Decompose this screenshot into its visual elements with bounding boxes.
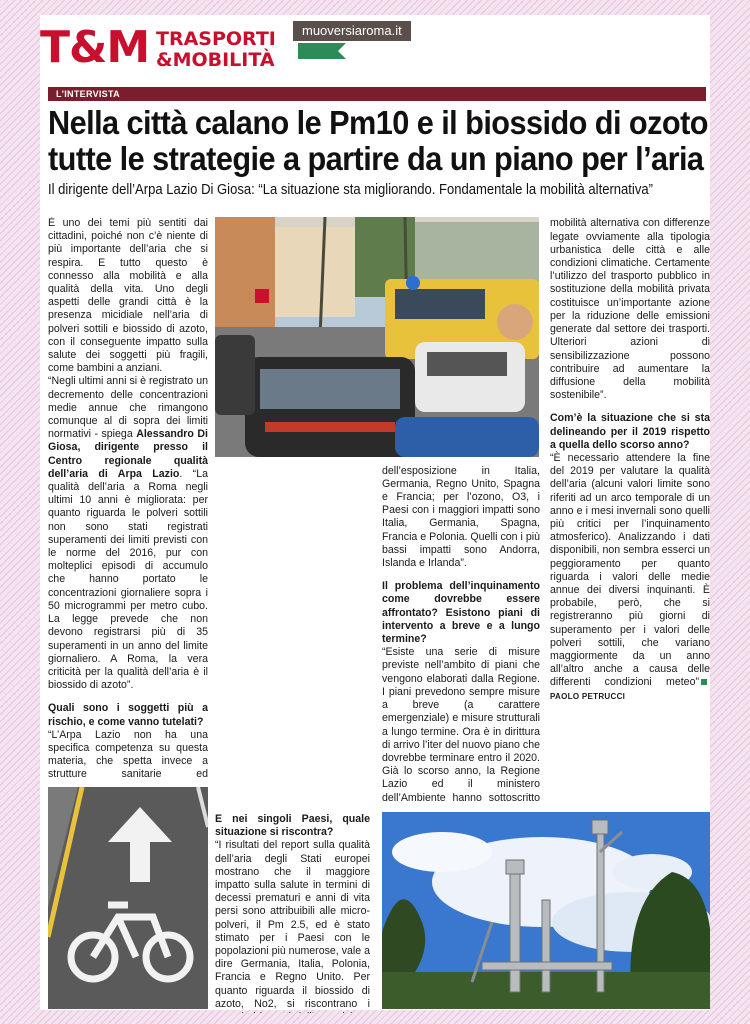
section-label: L'INTERVISTA — [48, 87, 706, 101]
logo-line-1: TRASPORTI — [156, 28, 276, 50]
question-3: Il problema dell’inquinamento come dovrebbe essere affrontato? Esistono piani di intervento a breve e a lungo termine? — [382, 580, 540, 646]
quote-intro: “Negli ultimi anni si è registrato un decremento delle concentrazioni medie annue che rimangono comunque al di sopra dei limiti normativi - spiega — [48, 375, 208, 441]
interviewee-name: Alessandro Di Giosa, dirigente presso il Centro regionale qualità dell’aria di Arpa Lazio — [48, 428, 208, 480]
answer-1-start: “L’Arpa Lazio non ha una specifica competenza su questa materia, che spetta invece a strutture sanitarie ed — [48, 728, 208, 779]
logo-mark: T&M — [40, 22, 150, 73]
bike-lane-photo — [48, 787, 208, 1009]
brand-logo — [40, 23, 285, 75]
question-5: Com’è la situazione che si sta delineando per il 2019 rispetto a quella dello scorso anno? — [550, 412, 710, 451]
site-flag-icon — [298, 43, 346, 59]
answer-4: mobilità alternativa con differenze legate ovviamente alla tipologia urbanistica delle città e alle condizioni climatiche. Certamente l’utilizzo del trasporto pubblico in sostituzione della mobilità privata costituisce un’importante azione per la riduzione delle emissioni generate dal settore dei trasporti. Ulteriori azioni di sensibilizzazione possono contribuire ad aumentare la diffusione della mobilità sostenibile”. — [550, 217, 710, 402]
answer-2-continued: dell’esposizione in Italia, Germania, Regno Unito, Spagna e Francia; per l’ozono, O3, i Paesi con i maggiori impatti sono Italia, Germania, Spagna, Francia e Polonia. Quelli con i più bassi impatti sono Andorra, Islanda e Irlanda”. — [382, 465, 540, 570]
traffic-photo — [215, 217, 539, 457]
article-column-1 — [48, 217, 208, 779]
answer-3: “Esiste una serie di misure previste nell’ambito di piani che vengono elaborati dalla Regione. I piani prevedono sempre misure a breve (a carattere emergenziale) e misure strutturali a lungo termine. Ora è in dirittura di arrivo l’iter del nuovo piano che dovrebbe terminare entro il 2020. Già lo scorso anno, la Regione Lazio ed il ministero dell’Ambiente hanno sottoscritto — [382, 646, 540, 804]
question-1: Quali sono i soggetti più a rischio, e come vanno tutelati? — [48, 702, 208, 728]
headline-line-2: tutte le strategie a partire da un piano per l’aria — [48, 140, 704, 177]
quote-body: . “La qualità dell’aria a Roma negli ultimi 10 anni è migliorata: per quanto riguarda le polveri sottili non sono stati registrati superamenti dei limiti previsti con le norme del 2016, pur con molteplici episodi di accumulo che hanno portato le concentrazioni giornaliere sopra i 50 microgrammi per metro cubo. La legge prevede che non devono registrarsi più di 35 superamenti in un anno del limite giornaliero. A Roma, la vera criticità per la qualità dell’aria è il biossido di azoto”. — [48, 467, 208, 692]
article-column-3 — [382, 465, 540, 805]
article-column-4 — [550, 217, 710, 805]
article-column-2-lower — [215, 813, 370, 1013]
newspaper-page — [40, 15, 710, 1010]
quote-paragraph — [48, 375, 208, 692]
intro-paragraph: È uno dei temi più sentiti dai cittadini, poiché non c’è niente di più importante dell’aria che si respira. E tutto questo è connesso alla mobilità e alla qualità della vita. Uno degli aspetti delle grandi città è la presenza micidiale nell’aria di polveri sottili e biossido di azoto, con il conseguente impatto sulla salute dei soggetti più fragili, come bambini a anziani. — [48, 217, 208, 375]
answer-2-start: “I risultati del report sulla qualità dell’aria degli Stati europei mostrano che il maggiore impatto sulla salute in termini di decessi prematuri e anni di vita persi sono attribuibili alle micro-polveri, il Pm 2.5, ed è stato stimato per i Paesi con le popolazioni più numerose, vale a dire Germania, Italia, Polonia, Francia e Regno Unito. Per quanto riguarda il biossido di azoto, No2, si riscontrano i — [215, 839, 370, 1010]
answer-5 — [550, 452, 710, 703]
question-2: E nei singoli Paesi, quale situazione si riscontra? — [215, 813, 370, 839]
subheadline: Il dirigente dell’Arpa Lazio Di Giosa: “La situazione sta migliorando. Fondamentale la mobilità alternativa” — [48, 182, 653, 198]
byline-marker-icon — [701, 679, 707, 685]
air-monitoring-station-photo — [382, 812, 710, 1009]
site-link[interactable]: muoversiaroma.it — [293, 21, 411, 41]
byline: PAOLO PETRUCCI — [550, 691, 626, 701]
logo-line-2: &MOBILITÀ — [156, 49, 275, 71]
answer-5-text: “È necessario attendere la fine del 2019 per valutare la qualità dell’aria (alcuni valori limite sono riferiti ad un arco temporale di un anno e i mesi invernali sono quelli più critici per l’inquinamento atmosferico). Analizzando i dati disponibili, non sembra esserci un peggioramento per quanto riguarda i valori delle medie annue dei diversi inquinanti. È probabile, però, che si registreranno più giorni di superamento per i valori delle polveri sottili, che variano maggiormente da un anno all’altro anche a causa delle differenti condizioni meteo” — [550, 451, 710, 689]
headline — [48, 104, 708, 177]
article-column-2 — [215, 465, 370, 803]
headline-line-1: Nella città calano le Pm10 e il biossido di ozoto — [48, 104, 708, 141]
